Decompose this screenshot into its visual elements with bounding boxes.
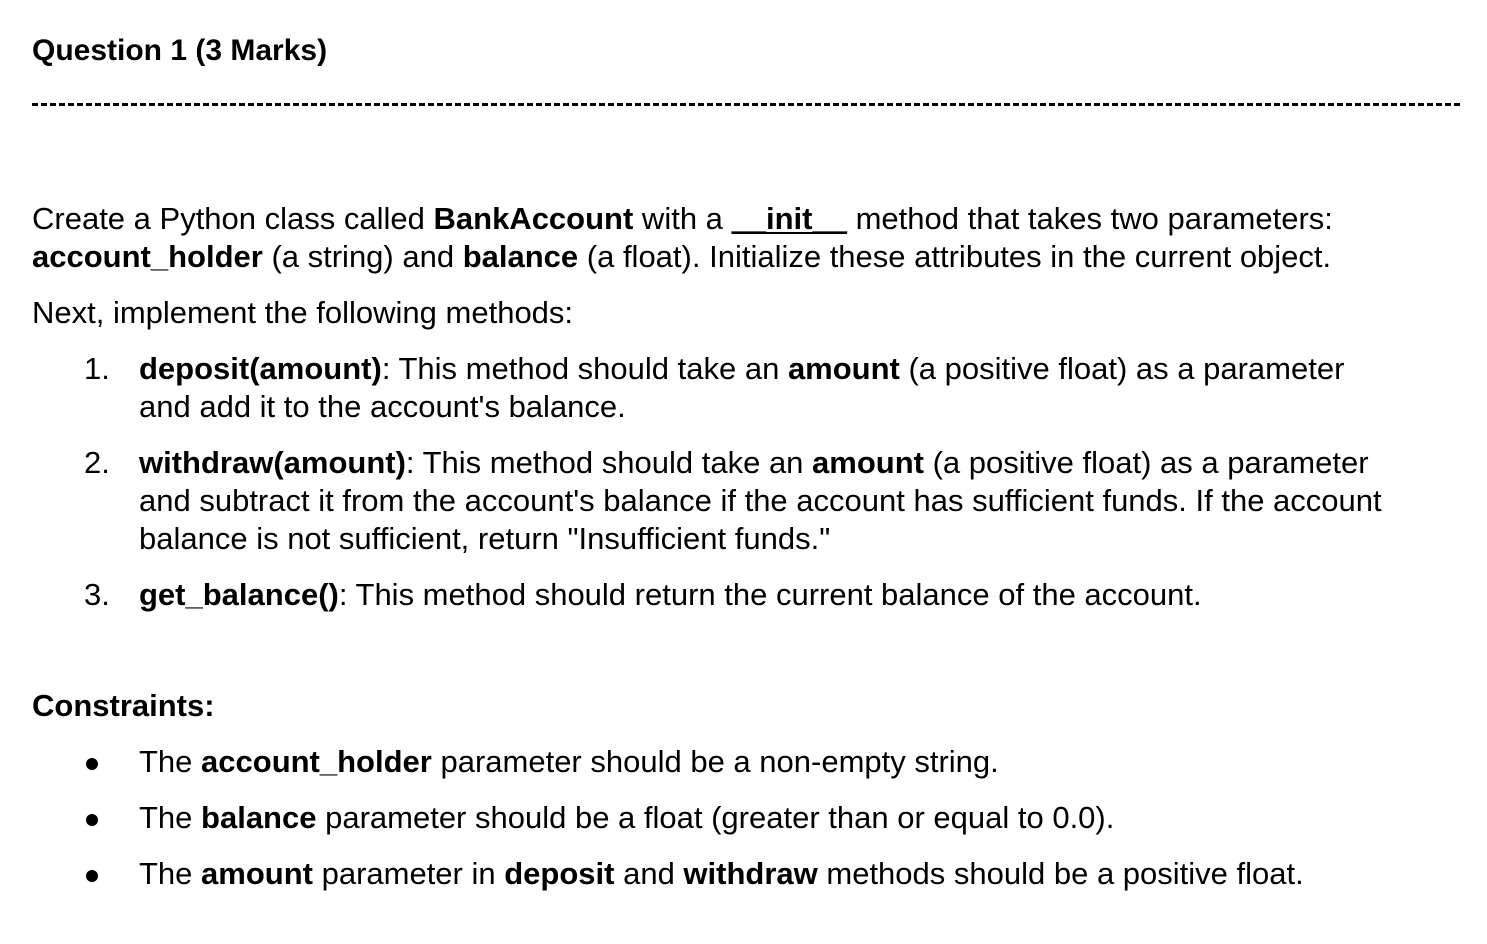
constraint-plain: parameter should be a float (greater than or equal to 0.0). [316,800,1115,835]
method-name: deposit(amount) [139,351,382,386]
class-name: BankAccount [433,201,634,236]
method-name: get_balance() [139,577,339,612]
intro-paragraph [32,200,1333,276]
constraints-heading: Constraints: [32,688,215,723]
constraint-keyword: deposit [504,856,615,891]
constraint-plain: and [614,856,684,891]
intro-text: with a [633,201,732,236]
list-number: 3. [84,577,110,612]
intro-text: Create a Python class called [32,201,434,236]
list-number: 1. [84,351,110,386]
constraint-keyword: amount [201,856,313,891]
method-text: : This method should take an [381,351,788,386]
method-line: and subtract it from the account's balance if the account has sufficient funds. If the account [139,483,1382,518]
method-line [139,576,1469,614]
method-description [139,576,1469,614]
method-text: : This method should return the current balance of the account. [338,577,1202,612]
constraint-text [139,799,1114,837]
constraint-text [139,743,999,781]
intro-text: method that takes two parameters: [846,201,1333,236]
constraint-keyword: balance [201,800,317,835]
bullet-icon [86,870,98,882]
constraint-plain: The [139,744,202,779]
constraint-plain: parameter in [312,856,505,891]
method-line [139,444,1469,482]
method-description [139,444,1469,558]
question-title: Question 1 (3 Marks) [32,34,328,67]
method-line: and add it to the account's balance. [139,389,626,424]
bullet-icon [86,758,98,770]
intro-line-2 [32,238,1333,276]
method-description [139,350,1469,426]
constraint-text [139,855,1304,893]
intro-text: (a string) and [262,239,463,274]
init-method-name: __init__ [731,201,847,236]
method-name: withdraw(amount) [139,445,406,480]
method-line: balance is not sufficient, return "Insufficient funds." [139,521,831,556]
constraint-plain: methods should be a positive float. [817,856,1304,891]
dashed-divider [32,103,1460,106]
bullet-icon [86,814,98,826]
list-number: 2. [84,445,110,480]
next-instruction: Next, implement the following methods: [32,295,574,330]
constraint-keyword: withdraw [683,856,818,891]
param-account-holder: account_holder [32,239,263,274]
constraint-plain: The [139,800,202,835]
method-keyword: amount [787,351,900,386]
method-keyword: amount [812,445,924,480]
method-text: (a positive float) as a parameter [899,351,1345,386]
intro-text: (a float). Initialize these attributes in the current object. [578,239,1332,274]
method-line [139,350,1469,388]
constraint-plain: The [139,856,202,891]
method-text: (a positive float) as a parameter [923,445,1369,480]
intro-line-1 [32,200,1333,238]
method-text: : This method should take an [405,445,813,480]
param-balance: balance [462,239,579,274]
constraint-keyword: account_holder [201,744,432,779]
constraint-plain: parameter should be a non-empty string. [431,744,999,779]
